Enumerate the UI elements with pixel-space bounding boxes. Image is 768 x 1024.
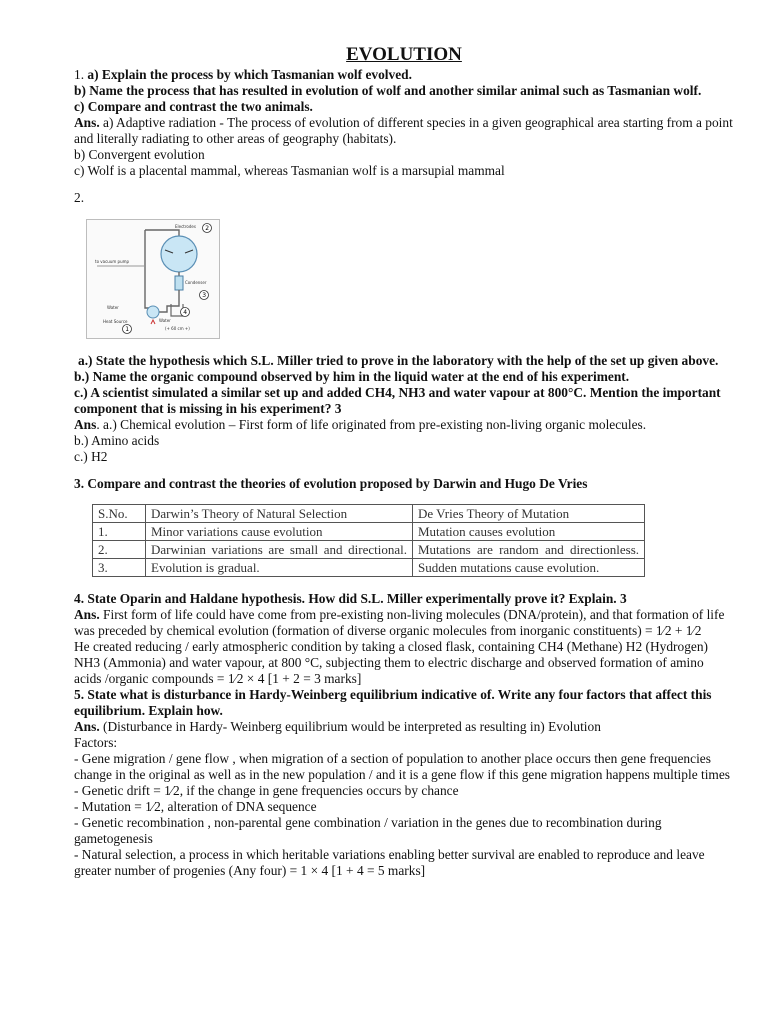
table-row	[93, 523, 645, 541]
q5-ans-1: (Disturbance in Hardy- Weinberg equilibrium would be interpreted as resulting in) Evolution	[103, 719, 601, 734]
table-cell: Minor variations cause evolution	[146, 523, 413, 541]
fig-number-4: 4	[183, 309, 188, 316]
q1-part-b: b) Name the process that has resulted in evolution of wolf and another similar animal such as Tasmanian wolf.	[74, 83, 702, 98]
table-cell: 2.	[93, 541, 146, 559]
question-4	[74, 591, 734, 687]
q1-ans-label: Ans.	[74, 115, 100, 130]
fig-label-heat-source: Heat Source	[103, 319, 128, 324]
table-cell: Sudden mutations cause evolution.	[413, 559, 645, 577]
table-cell: Evolution is gradual.	[146, 559, 413, 577]
table-cell: Mutations are random and directionless.	[413, 541, 645, 559]
question-3	[74, 476, 734, 577]
q5-factor-item: - Genetic drift = 1⁄2, if the change in gene frequencies occurs by chance	[74, 783, 459, 798]
document-page	[74, 44, 734, 879]
q5-factor-item: - Mutation = 1⁄2, alteration of DNA sequence	[74, 799, 317, 814]
fig-label-water: Water	[107, 305, 119, 310]
fig-label-scale: (+ 60 cm +)	[165, 326, 190, 331]
q1-part-a: a) Explain the process by which Tasmanian wolf evolved.	[87, 67, 412, 82]
q5-ans-label: Ans.	[74, 719, 100, 734]
q1-ans-c: c) Wolf is a placental mammal, whereas Tasmanian wolf is a marsupial mammal	[74, 163, 505, 178]
q5-text: 5. State what is disturbance in Hardy-Weinberg equilibrium indicative of. Write any four factors that affect this equilibrium. Explain how.	[74, 687, 712, 718]
q3-text: 3. Compare and contrast the theories of evolution proposed by Darwin and Hugo De Vries	[74, 476, 588, 491]
question-1	[74, 67, 734, 179]
q2-ans-label: Ans	[74, 417, 97, 432]
comparison-table	[92, 504, 645, 577]
q2-part-c: c.) A scientist simulated a similar set up and added CH4, NH3 and water vapour at 800°C. Mention the important component that is missing in his experiment? 3	[74, 385, 721, 416]
q1-part-c: c) Compare and contrast the two animals.	[74, 99, 313, 114]
q4-text: 4. State Oparin and Haldane hypothesis. How did S.L. Miller experimentally prove it? Explain. 3	[74, 591, 627, 606]
q5-factors-label: Factors:	[74, 735, 118, 750]
q4-ans-1: First form of life could have come from pre-existing non-living molecules (DNA/protein), and that formation of life was preceded by chemical evolution (formation of diverse organic molecules from inorganic constituents) = 1⁄2 + 1⁄2	[74, 607, 725, 638]
q1-ans-b: b) Convergent evolution	[74, 147, 205, 162]
q4-ans-2: He created reducing / early atmospheric condition by taking a closed flask, containing CH4 (Methane) H2 (Hydrogen) NH3 (Ammonia) and water vapour, at 800 °C, subjecting them to electric discharge and observed formation of amino acids /organic compounds = 1⁄2 × 4 [1 + 2 = 3 marks]	[74, 639, 708, 686]
table-header-cell: Darwin’s Theory of Natural Selection	[146, 505, 413, 523]
fig-label-electrodes: Electrodes	[175, 224, 196, 229]
fig-label-vacuum: to vacuum pump	[95, 259, 130, 264]
table-cell: 3.	[93, 559, 146, 577]
q5-factor-item: - Gene migration / gene flow , when migration of a section of population to another place occurs then gene frequencies change in the original as well as in the new population / and it is a gene flow if this gene migration happens multiple times	[74, 751, 730, 782]
table-cell: Darwinian variations are small and directional.	[146, 541, 413, 559]
q1-ans-a: a) Adaptive radiation - The process of evolution of different species in a given geographical area starting from a point and literally radiating to other areas of geography (habitats).	[74, 115, 733, 146]
fig-number-2: 2	[205, 225, 210, 232]
q2-ans-a: . a.) Chemical evolution – First form of life originated from pre-existing non-living organic molecules.	[96, 417, 647, 432]
table-row	[93, 541, 645, 559]
table-cell: 1.	[93, 523, 146, 541]
table-row	[93, 559, 645, 577]
q5-factor-item: - Natural selection, a process in which heritable variations enabling better survival are enabled to reproduce and leave greater number of progenies (Any four) = 1 × 4 [1 + 4 = 5 marks]	[74, 847, 705, 878]
fig-label-water-2: Water	[159, 318, 171, 323]
table-header-cell: S.No.	[93, 505, 146, 523]
q2-number: 2.	[74, 190, 85, 205]
table-header-row	[93, 505, 645, 523]
q4-ans-label: Ans.	[74, 607, 100, 622]
q2-part-a: a.) State the hypothesis which S.L. Miller tried to prove in the laboratory with the help of the set up given above.	[78, 353, 719, 368]
q2-part-b: b.) Name the organic compound observed by him in the liquid water at the end of his experiment.	[74, 369, 630, 384]
q2-ans-c: c.) H2	[74, 449, 108, 464]
question-5	[74, 687, 734, 879]
question-2	[74, 190, 734, 465]
fig-number-3: 3	[202, 292, 207, 299]
q1-number: 1.	[74, 67, 85, 82]
table-header-cell: De Vries Theory of Mutation	[413, 505, 645, 523]
q2-ans-b: b.) Amino acids	[74, 433, 160, 448]
miller-apparatus-figure	[86, 219, 220, 339]
document-title: EVOLUTION	[346, 44, 462, 65]
fig-number-1: 1	[125, 326, 130, 333]
fig-label-condenser: Condenser	[185, 280, 207, 285]
q5-factor-item: - Genetic recombination , non-parental gene combination / variation in the genes due to recombination during gametogenesis	[74, 815, 662, 846]
table-cell: Mutation causes evolution	[413, 523, 645, 541]
miller-apparatus-diagram	[87, 220, 219, 338]
